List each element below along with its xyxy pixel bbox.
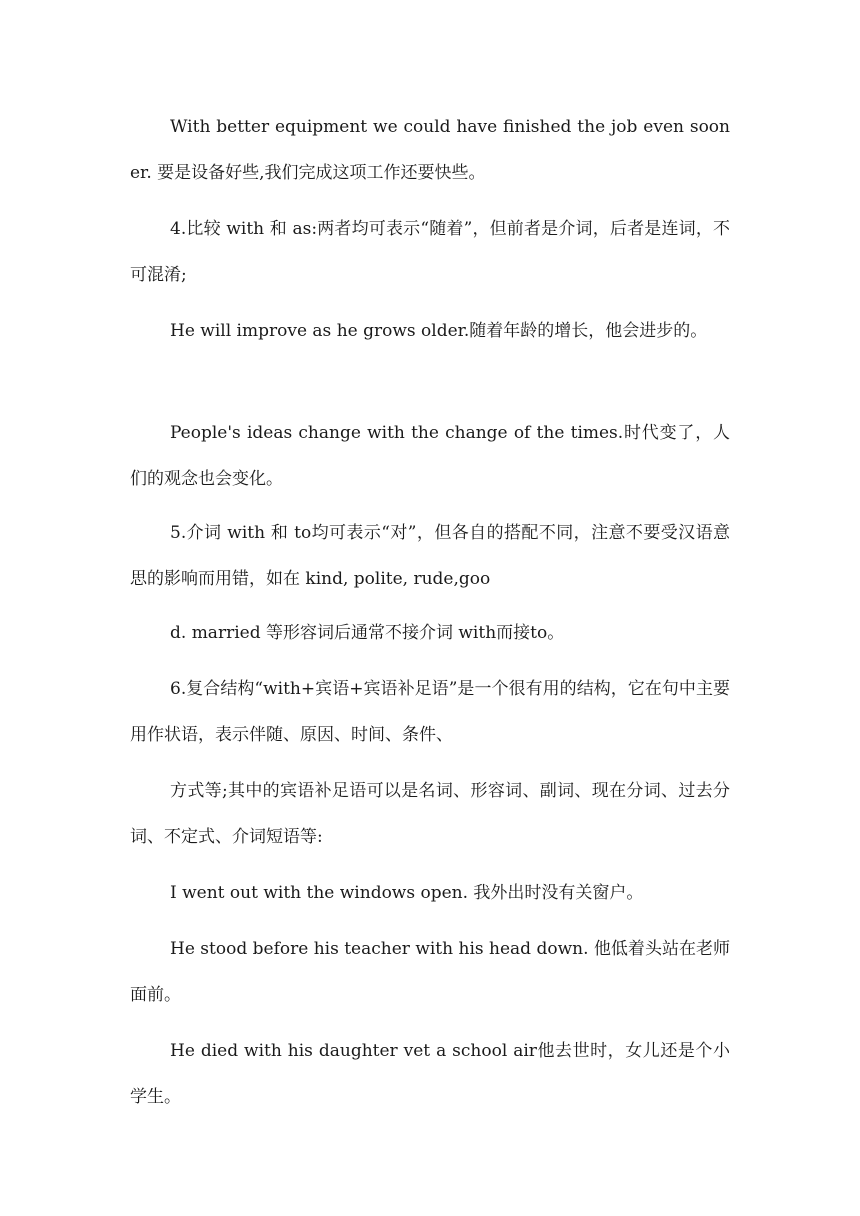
paragraph-point-5-with-to: 5.介词 with 和 to均可表示“对”，但各自的搭配不同，注意不要受汉语意思的影响而用错，如在 kind, polite, rude,goo: [130, 523, 730, 589]
paragraph-point-6-continued: 方式等;其中的宾语补足语可以是名词、形容词、副词、现在分词、过去分词、不定式、介词短语等:: [130, 781, 730, 847]
paragraph-improve-example: He will improve as he grows older.随着年龄的增长，他会进步的。: [170, 321, 708, 341]
paragraph-equipment-example: With better equipment we could have finished the job even sooner. 要是设备好些,我们完成这项工作还要快些。: [130, 117, 730, 183]
paragraph-ideas-example: People's ideas change with the change of the times.时代变了，人们的观念也会变化。: [130, 423, 730, 489]
paragraph-point-5-continued: d. married 等形容词后通常不接介词 with而接to。: [170, 623, 565, 643]
paragraph-head-down-example: He stood before his teacher with his head down. 他低着头站在老师面前。: [130, 939, 730, 1005]
paragraph-point-4-with-as: 4.比较 with 和 as:两者均可表示“随着”，但前者是介词，后者是连词，不可混淆;: [130, 219, 730, 285]
paragraph-point-6-compound-structure: 6.复合结构“with+宾语+宾语补足语”是一个很有用的结构，它在句中主要用作状语，表示伴随、原因、时间、条件、: [130, 679, 730, 745]
paragraph-windows-example: I went out with the windows open. 我外出时没有关窗户。: [170, 883, 644, 903]
paragraph-daughter-example: He died with his daughter vet a school air他去世时，女儿还是个小学生。: [130, 1041, 730, 1107]
